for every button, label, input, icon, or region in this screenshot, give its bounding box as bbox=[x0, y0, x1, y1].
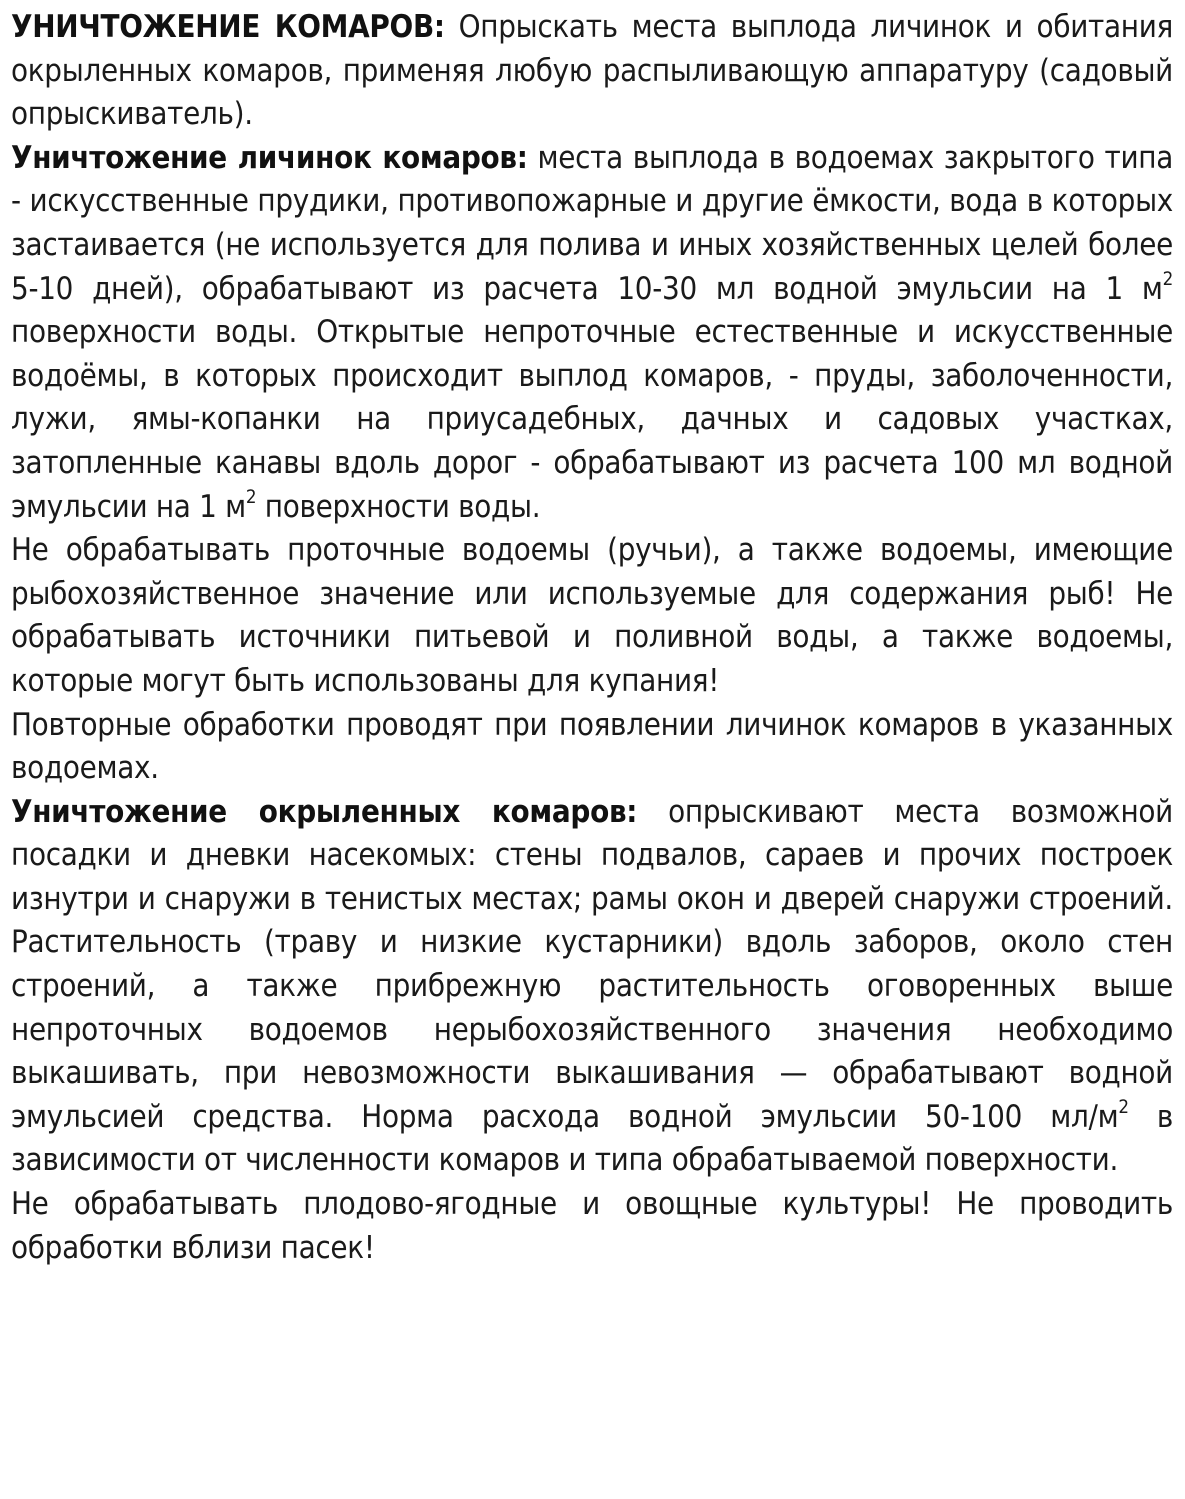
paragraph-text: места выплода в водоемах закрытого типа - искусственные прудики, противопожарные и другие ёмкости, вода в которых застаивается (не используется для полива и иных хозяйственных целей более 5-10 дней), обрабатывают из расчета 10-30 мл водной эмульсии на 1 м bbox=[11, 139, 1173, 307]
paragraph-larvae-control bbox=[11, 137, 1173, 529]
heading-mosquito-control: УНИЧТОЖЕНИЕ КОМАРОВ: bbox=[11, 9, 445, 45]
paragraph-crops-warning bbox=[11, 1183, 1173, 1270]
superscript-2: 2 bbox=[245, 486, 257, 508]
superscript-2: 2 bbox=[1118, 1096, 1129, 1118]
paragraph-water-warning bbox=[11, 529, 1173, 703]
paragraph-text: Не обрабатывать плодово-ягодные и овощные культуры! Не проводить обработки вблизи пасек! bbox=[11, 1186, 1173, 1266]
paragraph-mosquito-control bbox=[11, 6, 1173, 137]
paragraph-text: Повторные обработки проводят при появлении личинок комаров в указанных водоемах. bbox=[11, 706, 1173, 787]
paragraph-text: в зависимости от численности комаров и типа обрабатываемой поверхности. bbox=[11, 1098, 1174, 1179]
paragraph-text: Опрыскать места выплода личинок и обитания окрыленных комаров, применяя любую распыливающую аппаратуру (садовый опрыскиватель). bbox=[11, 9, 1173, 133]
superscript-2: 2 bbox=[1162, 268, 1173, 290]
paragraph-adult-mosquito-control bbox=[11, 791, 1173, 1183]
heading-larvae-control: Уничтожение личинок комаров: bbox=[11, 139, 528, 176]
paragraph-text: опрыскивают места возможной посадки и дневки насекомых: стены подвалов, сараев и прочих построек изнутри и снаружи в тенистых местах; рамы окон и дверей снаружи строений. Растительность (траву и низкие кустарники) вдоль заборов, около стен строений, а также прибрежную растительность оговоренных выше непроточных водоемов нерыбохозяйственного значения необходимо выкашивать, при невозможности выкашивания — обрабатывают водной эмульсией средства. Норма расхода водной эмульсии 50-100 мл/м bbox=[11, 793, 1173, 1135]
paragraph-text: Не обрабатывать проточные водоемы (ручьи), а также водоемы, имеющие рыбохозяйственное значение или используемые для содержания рыб! Не обрабатывать источники питьевой и поливной воды, а также водоемы, которые могут быть использованы для купания! bbox=[11, 532, 1173, 699]
paragraph-text: поверхности воды. Открытые непроточные естественные и искусственные водоёмы, в которых происходит выплод комаров, - пруды, заболоченности, лужи, ямы-копанки на приусадебных, дачных и садовых участках, затопленные канавы вдоль дорог - обрабатывают из расчета 100 мл водной эмульсии на 1 м bbox=[11, 314, 1173, 525]
paragraph-text: поверхности воды. bbox=[264, 488, 541, 525]
paragraph-repeat-treatment bbox=[11, 704, 1173, 791]
heading-adult-mosquito-control: Уничтожение окрыленных комаров: bbox=[11, 793, 638, 830]
